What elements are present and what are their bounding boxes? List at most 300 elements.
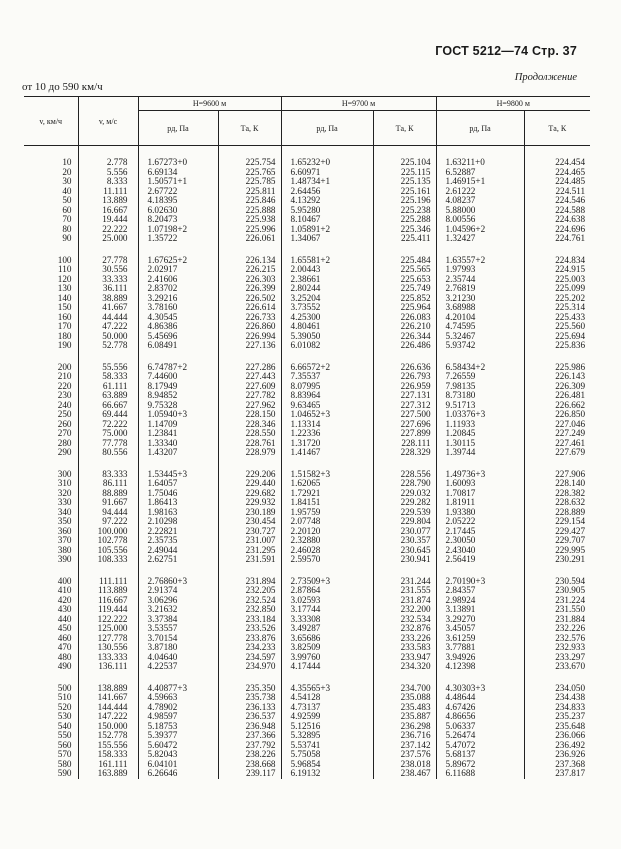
- cell-temperature-alt3: 229.427: [555, 525, 586, 536]
- cell-pressure-alt1: 4.98597: [147, 711, 178, 721]
- cell-pressure-alt3: 2.05222: [445, 516, 476, 526]
- spacer-cell: [373, 672, 436, 684]
- cell-v-kmh: 510: [57, 692, 72, 702]
- header-pressure-1: pд, Па: [138, 111, 218, 146]
- cell-temperature-alt2: 232.876: [400, 623, 431, 633]
- cell-temperature-alt2: 230.357: [400, 535, 431, 545]
- spacer-cell: [24, 672, 78, 684]
- cell-v-ms: 100.000: [97, 525, 128, 536]
- cell-pressure-alt3: 3.29270: [445, 613, 476, 624]
- spacer-cell: [436, 672, 524, 684]
- cell-temperature-alt2: 236.716: [400, 730, 431, 740]
- cell-temperature-alt2: 225.288: [400, 214, 431, 224]
- cell-pressure-alt3: 1.70817: [445, 487, 476, 498]
- cell-pressure-alt1: 8.20473: [147, 214, 178, 224]
- cell-v-ms: 52.778: [102, 340, 128, 350]
- cell-temperature-alt2: 230.077: [400, 525, 431, 536]
- cell-temperature-alt2-column: [373, 684, 436, 779]
- cell-v-kmh: 390: [57, 554, 72, 564]
- cell-pressure-alt3: 5.88000: [445, 204, 476, 215]
- cell-v-ms: 30.556: [102, 264, 128, 274]
- cell-pressure-alt1: 1.05940+3: [147, 409, 188, 419]
- cell-temperature-alt1: 225.846: [245, 195, 276, 205]
- cell-pressure-alt2: 1.22336: [290, 428, 321, 438]
- spacer-cell: [138, 351, 218, 363]
- cell-pressure-alt2: 1.04652+3: [290, 409, 331, 419]
- cell-temperature-alt2: 226.793: [400, 371, 431, 381]
- cell-temperature-alt2: 232.200: [400, 604, 431, 614]
- cell-temperature-alt3-column: [524, 684, 590, 779]
- cell-pressure-alt1: 1.07198+2: [147, 223, 188, 234]
- cell-temperature-alt2: 229.804: [400, 516, 431, 526]
- cell-temperature-alt2-column: [373, 256, 436, 351]
- cell-temperature-alt3: 224.696: [555, 223, 586, 234]
- cell-temperature-alt3-column: [524, 363, 590, 458]
- cell-pressure-alt3: 2.17445: [445, 525, 476, 536]
- cell-pressure-alt2: 5.96854: [290, 758, 321, 769]
- cell-temperature-alt3-column: [524, 158, 590, 244]
- cell-pressure-alt1: 1.50571+1: [147, 176, 188, 186]
- cell-temperature-alt1-column: [218, 577, 281, 672]
- cell-v-kmh: 550: [57, 730, 72, 740]
- cell-temperature-alt3: 224.485: [555, 176, 586, 186]
- cell-pressure-alt3: 8.00556: [445, 214, 476, 224]
- cell-v-ms: 8.333: [106, 176, 128, 186]
- spacer-cell: [373, 351, 436, 363]
- cell-v-kmh: 240: [57, 399, 72, 410]
- cell-temperature-alt1: 226.215: [245, 264, 276, 274]
- cell-temperature-alt1: 226.733: [245, 311, 276, 322]
- cell-temperature-alt1: 236.537: [245, 711, 276, 721]
- cell-v-kmh: 20: [62, 166, 72, 177]
- cell-pressure-alt2: 8.83964: [290, 390, 321, 400]
- cell-pressure-alt1: 8.94852: [147, 390, 178, 400]
- page-header: ГОСТ 5212—74 Стр. 37: [435, 44, 577, 58]
- cell-v-kmh: 330: [57, 497, 72, 507]
- cell-temperature-alt3: 231.224: [555, 594, 586, 605]
- spacer-cell: [78, 458, 138, 470]
- cell-pressure-alt2: 4.25300: [290, 311, 321, 322]
- cell-pressure-alt3: 4.12398: [445, 661, 476, 671]
- cell-temperature-alt3: 233.297: [555, 651, 586, 662]
- cell-pressure-alt1: 2.35735: [147, 535, 178, 545]
- spacer-cell: [24, 458, 78, 470]
- cell-temperature-alt3-column: [524, 577, 590, 672]
- cell-v-ms: 11.111: [103, 185, 128, 196]
- cell-temperature-alt1: 228.550: [245, 428, 276, 438]
- cell-pressure-alt2: 3.33308: [290, 613, 321, 624]
- cell-v-ms: 66.667: [102, 399, 128, 410]
- cell-temperature-alt3: 232.933: [555, 642, 586, 652]
- atmosphere-data-table: [24, 96, 590, 779]
- cell-temperature-alt2: 233.947: [400, 651, 431, 662]
- cell-pressure-alt2: 5.12516: [290, 720, 321, 731]
- cell-temperature-alt3: 226.481: [555, 390, 586, 400]
- cell-pressure-alt3: 4.67426: [445, 701, 476, 712]
- cell-pressure-alt3: 1.20845: [445, 428, 476, 438]
- cell-v-ms: 38.889: [102, 292, 128, 303]
- cell-v-ms-column: [78, 256, 138, 351]
- cell-temperature-alt2: 227.696: [400, 418, 431, 429]
- cell-temperature-alt1: 234.597: [245, 651, 276, 662]
- spacer-cell: [281, 458, 373, 470]
- spacer-cell: [24, 244, 78, 256]
- cell-v-kmh: 260: [57, 418, 72, 429]
- cell-pressure-alt2: 1.41467: [290, 447, 321, 457]
- table-block-row: [24, 577, 590, 672]
- cell-v-kmh: 210: [57, 371, 72, 381]
- cell-temperature-alt2-column: [373, 158, 436, 244]
- cell-temperature-alt2: 225.653: [400, 273, 431, 284]
- cell-pressure-alt1: 3.87180: [147, 642, 178, 652]
- cell-pressure-alt1: 2.67722: [147, 185, 178, 196]
- block-spacer: [24, 565, 590, 577]
- cell-pressure-alt1: 5.45696: [147, 330, 178, 341]
- cell-v-kmh: 150: [57, 302, 72, 312]
- cell-temperature-alt1: 225.785: [245, 176, 276, 186]
- cell-v-ms: 94.444: [102, 506, 128, 517]
- header-altitude-1: H=9600 м: [138, 97, 281, 111]
- cell-pressure-alt3: 5.06337: [445, 720, 476, 731]
- cell-pressure-alt1: 5.18753: [147, 720, 178, 731]
- cell-v-ms: 130.556: [97, 642, 128, 652]
- cell-temperature-alt3: 229.154: [555, 516, 586, 526]
- cell-temperature-alt2: 229.282: [400, 497, 431, 507]
- header-temperature-3: Tа, К: [548, 123, 567, 133]
- cell-temperature-alt2: 225.115: [401, 166, 431, 177]
- cell-pressure-alt2: 5.32895: [290, 730, 321, 740]
- cell-pressure-alt3: 1.81911: [445, 497, 476, 507]
- cell-temperature-alt1: 229.440: [245, 478, 276, 488]
- cell-pressure-alt2: 4.13292: [290, 195, 321, 205]
- table-body: [24, 146, 590, 779]
- cell-v-ms: 158.333: [97, 749, 128, 759]
- cell-v-kmh: 490: [57, 661, 72, 671]
- cell-temperature-alt1-column: [218, 363, 281, 458]
- cell-v-kmh: 500: [57, 682, 72, 693]
- cell-pressure-alt1: 4.18395: [147, 195, 178, 205]
- cell-temperature-alt3: 228.140: [555, 478, 586, 488]
- cell-temperature-alt3: 230.291: [555, 554, 586, 564]
- cell-temperature-alt2: 226.344: [400, 330, 431, 341]
- cell-pressure-alt2: 2.59570: [290, 554, 321, 564]
- cell-pressure-alt1: 5.39377: [147, 730, 178, 740]
- cell-pressure-alt2: 4.92599: [290, 711, 321, 721]
- cell-pressure-alt2-column: [281, 684, 373, 779]
- cell-pressure-alt2: 5.53741: [290, 739, 321, 750]
- cell-temperature-alt2: 227.899: [400, 428, 431, 438]
- cell-temperature-alt3: 228.382: [555, 487, 586, 498]
- spacer-cell: [524, 244, 590, 256]
- cell-pressure-alt1: 4.40877+3: [147, 682, 188, 693]
- cell-v-kmh: 300: [57, 468, 72, 479]
- cell-temperature-alt2: 230.941: [400, 554, 431, 564]
- cell-pressure-alt2: 5.95280: [290, 204, 321, 215]
- cell-temperature-alt3: 224.834: [555, 254, 586, 265]
- cell-v-ms: 83.333: [102, 468, 128, 479]
- cell-pressure-alt3: 2.30050: [445, 535, 476, 545]
- cell-temperature-alt3: 227.679: [555, 447, 586, 457]
- spacer-cell: [436, 351, 524, 363]
- cell-temperature-alt1: 237.792: [245, 739, 276, 750]
- cell-temperature-alt1: 238.226: [245, 749, 276, 759]
- header-v-ms: v, м/с: [78, 97, 138, 146]
- cell-temperature-alt2: 238.467: [400, 768, 431, 778]
- cell-pressure-alt3: 4.48644: [445, 692, 476, 702]
- cell-temperature-alt3: 232.226: [555, 623, 586, 633]
- cell-v-kmh-column: [24, 684, 78, 779]
- cell-temperature-alt2: 235.483: [400, 701, 431, 712]
- cell-pressure-alt2: 7.35537: [290, 371, 321, 381]
- cell-v-kmh: 290: [57, 447, 72, 457]
- cell-pressure-alt3: 1.32427: [445, 233, 476, 243]
- cell-temperature-alt3: 237.368: [555, 758, 586, 769]
- cell-temperature-alt3: 229.995: [555, 544, 586, 555]
- cell-temperature-alt3: 225.694: [555, 330, 586, 341]
- cell-v-kmh: 320: [57, 487, 72, 498]
- cell-v-ms: 69.444: [102, 409, 128, 419]
- cell-temperature-alt1: 235.350: [245, 682, 276, 693]
- cell-pressure-alt3: 4.74595: [445, 321, 476, 331]
- cell-temperature-alt3: 234.050: [555, 682, 586, 693]
- cell-pressure-alt3: 1.93380: [445, 506, 476, 517]
- spacer-cell: [281, 565, 373, 577]
- spacer-cell: [218, 351, 281, 363]
- cell-pressure-alt3: 1.03376+3: [445, 409, 486, 419]
- cell-v-ms: 44.444: [102, 311, 128, 322]
- cell-pressure-alt2: 3.73552: [290, 302, 321, 312]
- spacer-cell: [78, 565, 138, 577]
- cell-pressure-alt1: 1.98163: [147, 506, 178, 517]
- cell-v-ms: 161.111: [98, 758, 128, 769]
- cell-pressure-alt2: 3.17744: [290, 604, 321, 614]
- cell-temperature-alt2: 226.636: [400, 361, 431, 372]
- cell-pressure-alt2: 3.25204: [290, 292, 321, 303]
- cell-temperature-alt3: 234.438: [555, 692, 586, 702]
- cell-pressure-alt1: 2.49044: [147, 544, 178, 555]
- cell-pressure-alt2: 2.38661: [290, 273, 321, 284]
- cell-temperature-alt3: 224.915: [555, 264, 586, 274]
- cell-pressure-alt2: 8.10467: [290, 214, 321, 224]
- spacer-cell: [281, 672, 373, 684]
- cell-v-ms-column: [78, 363, 138, 458]
- cell-pressure-alt2: 1.48734+1: [290, 176, 331, 186]
- cell-pressure-alt1: 2.76860+3: [147, 575, 188, 586]
- cell-pressure-alt2: 1.72921: [290, 487, 321, 498]
- cell-pressure-alt3: 2.98924: [445, 594, 476, 605]
- block-spacer: [24, 458, 590, 470]
- cell-temperature-alt1: 226.860: [245, 321, 276, 331]
- cell-temperature-alt2: 225.565: [400, 264, 431, 274]
- cell-temperature-alt1: 225.888: [245, 204, 276, 215]
- cell-temperature-alt2: 237.576: [400, 749, 431, 759]
- cell-pressure-alt1: 2.10298: [147, 516, 178, 526]
- cell-pressure-alt1: 2.22821: [147, 525, 178, 536]
- table-block-row: [24, 256, 590, 351]
- cell-pressure-alt1: 1.75046: [147, 487, 178, 498]
- cell-v-ms: 150.000: [97, 720, 128, 731]
- cell-v-kmh: 170: [57, 321, 72, 331]
- cell-v-ms-column: [78, 684, 138, 779]
- cell-v-ms: 25.000: [102, 233, 128, 243]
- cell-temperature-alt3: 231.550: [555, 604, 586, 614]
- cell-v-ms: 27.778: [102, 254, 128, 265]
- cell-pressure-alt3: 2.70190+3: [445, 575, 486, 586]
- cell-pressure-alt1: 6.04101: [147, 758, 178, 769]
- cell-temperature-alt3: 235.237: [555, 711, 586, 721]
- cell-pressure-alt1: 2.41606: [147, 273, 178, 284]
- cell-temperature-alt1: 231.295: [245, 544, 276, 555]
- cell-temperature-alt1: 231.894: [245, 575, 276, 586]
- cell-temperature-alt2: 225.411: [401, 233, 431, 243]
- cell-v-kmh: 350: [57, 516, 72, 526]
- cell-temperature-alt1: 232.205: [245, 585, 276, 595]
- spacer-cell: [78, 351, 138, 363]
- cell-v-ms: 72.222: [102, 418, 128, 429]
- cell-v-kmh: 60: [62, 204, 72, 215]
- cell-temperature-alt3: 226.662: [555, 399, 586, 410]
- cell-pressure-alt2: 1.05891+2: [290, 223, 331, 234]
- spacer-cell: [281, 244, 373, 256]
- cell-v-ms: 102.778: [97, 535, 128, 545]
- cell-temperature-alt1-column: [218, 470, 281, 565]
- cell-v-kmh-column: [24, 256, 78, 351]
- cell-pressure-alt3: 1.60093: [445, 478, 476, 488]
- cell-pressure-alt2-column: [281, 577, 373, 672]
- cell-v-kmh: 180: [57, 330, 72, 341]
- cell-pressure-alt2: 1.84151: [290, 497, 321, 507]
- spacer-cell: [138, 565, 218, 577]
- spacer-cell: [138, 244, 218, 256]
- cell-temperature-alt3: 230.594: [555, 575, 586, 586]
- cell-temperature-alt3: 225.986: [555, 361, 586, 372]
- cell-temperature-alt2: 226.210: [400, 321, 431, 331]
- cell-temperature-alt2: 225.104: [400, 157, 431, 167]
- cell-temperature-alt2: 228.329: [400, 447, 431, 457]
- cell-pressure-alt1: 3.06296: [147, 594, 178, 605]
- cell-temperature-alt1: 227.609: [245, 380, 276, 391]
- cell-temperature-alt3: 236.066: [555, 730, 586, 740]
- cell-v-ms: 144.444: [97, 701, 128, 712]
- cell-temperature-alt1: 232.524: [245, 594, 276, 605]
- cell-v-ms-column: [78, 470, 138, 565]
- table-block-row: [24, 158, 590, 244]
- cell-v-ms: 147.222: [97, 711, 128, 721]
- spacer-cell: [138, 672, 218, 684]
- cell-temperature-alt2: 231.555: [400, 585, 431, 595]
- cell-temperature-alt2: 237.142: [400, 739, 431, 750]
- cell-pressure-alt2: 6.19132: [290, 768, 321, 778]
- cell-pressure-alt3: 3.13891: [445, 604, 476, 614]
- cell-v-kmh: 470: [57, 642, 72, 652]
- cell-temperature-alt1: 233.184: [245, 613, 276, 624]
- cell-pressure-alt1: 1.53445+3: [147, 468, 188, 479]
- cell-temperature-alt1: 233.876: [245, 632, 276, 643]
- cell-pressure-alt3: 8.73180: [445, 390, 476, 400]
- cell-temperature-alt1: 225.938: [245, 214, 276, 224]
- cell-pressure-alt3: 5.89672: [445, 758, 476, 769]
- cell-pressure-alt2-column: [281, 158, 373, 244]
- cell-v-kmh: 190: [57, 340, 72, 350]
- cell-temperature-alt1: 227.443: [245, 371, 276, 381]
- cell-v-kmh: 30: [62, 176, 72, 186]
- cell-temperature-alt3: 234.833: [555, 701, 586, 712]
- cell-pressure-alt2-column: [281, 256, 373, 351]
- header-temperature-2: Tа, К: [373, 111, 436, 146]
- cell-temperature-alt3-column: [524, 470, 590, 565]
- cell-temperature-alt2: 234.320: [400, 661, 431, 671]
- spacer-cell: [78, 672, 138, 684]
- cell-temperature-alt2: 228.111: [401, 437, 431, 448]
- cell-v-ms: 133.333: [97, 651, 128, 662]
- cell-temperature-alt2: 227.312: [400, 399, 431, 410]
- cell-v-ms: 58.333: [102, 371, 128, 381]
- cell-pressure-alt3: 6.11688: [445, 768, 476, 778]
- cell-pressure-alt2: 6.60971: [290, 166, 321, 177]
- cell-pressure-alt1: 2.91374: [147, 585, 178, 595]
- cell-temperature-alt3: 233.670: [555, 661, 586, 671]
- cell-v-ms: 122.222: [97, 613, 128, 624]
- cell-temperature-alt1: 237.366: [245, 730, 276, 740]
- cell-v-ms: 50.000: [102, 330, 128, 341]
- cell-pressure-alt1: 4.78902: [147, 701, 178, 712]
- cell-pressure-alt1-column: [138, 256, 218, 351]
- cell-pressure-alt1: 4.30545: [147, 311, 178, 322]
- table-block-row: [24, 470, 590, 565]
- cell-v-kmh: 580: [57, 758, 72, 769]
- cell-temperature-alt3: 228.632: [555, 497, 586, 507]
- cell-pressure-alt3: 6.58434+2: [445, 361, 486, 372]
- cell-temperature-alt1: 231.007: [245, 535, 276, 545]
- cell-pressure-alt3: 5.68137: [445, 749, 476, 759]
- cell-v-kmh: 130: [57, 283, 72, 293]
- cell-pressure-alt2: 1.34067: [290, 233, 321, 243]
- cell-pressure-alt1-column: [138, 158, 218, 244]
- cell-temperature-alt2: 225.749: [400, 283, 431, 293]
- cell-temperature-alt1: 227.782: [245, 390, 276, 400]
- cell-pressure-alt2: 3.65686: [290, 632, 321, 643]
- spacer-cell: [281, 351, 373, 363]
- cell-pressure-alt3: 3.45057: [445, 623, 476, 633]
- cell-v-kmh: 140: [57, 292, 72, 303]
- cell-pressure-alt1: 4.04640: [147, 651, 178, 662]
- cell-pressure-alt2: 6.66572+2: [290, 361, 331, 372]
- cell-pressure-alt3: 7.26559: [445, 371, 476, 381]
- cell-pressure-alt1: 6.08491: [147, 340, 178, 350]
- cell-v-kmh: 380: [57, 544, 72, 555]
- cell-temperature-alt1-column: [218, 256, 281, 351]
- cell-temperature-alt3: 225.314: [555, 302, 586, 312]
- cell-v-kmh: 280: [57, 437, 72, 448]
- cell-v-kmh: 220: [57, 380, 72, 391]
- spacer-cell: [524, 458, 590, 470]
- cell-v-kmh: 540: [57, 720, 72, 731]
- cell-temperature-alt2-column: [373, 470, 436, 565]
- cell-v-kmh: 430: [57, 604, 72, 614]
- header-v-kmh: v, км/ч: [24, 97, 78, 146]
- cell-temperature-alt2: 225.964: [400, 302, 431, 312]
- cell-pressure-alt2: 6.01082: [290, 340, 321, 350]
- cell-v-kmh: 590: [57, 768, 72, 778]
- cell-v-kmh: 480: [57, 651, 72, 662]
- cell-pressure-alt2: 3.82509: [290, 642, 321, 652]
- block-spacer: [24, 672, 590, 684]
- cell-temperature-alt1: 227.136: [245, 340, 276, 350]
- cell-pressure-alt2: 1.65232+0: [290, 157, 331, 167]
- continuation-label: Продолжение: [514, 72, 577, 83]
- cell-temperature-alt1: 226.061: [245, 233, 276, 243]
- cell-pressure-alt3-column: [436, 577, 524, 672]
